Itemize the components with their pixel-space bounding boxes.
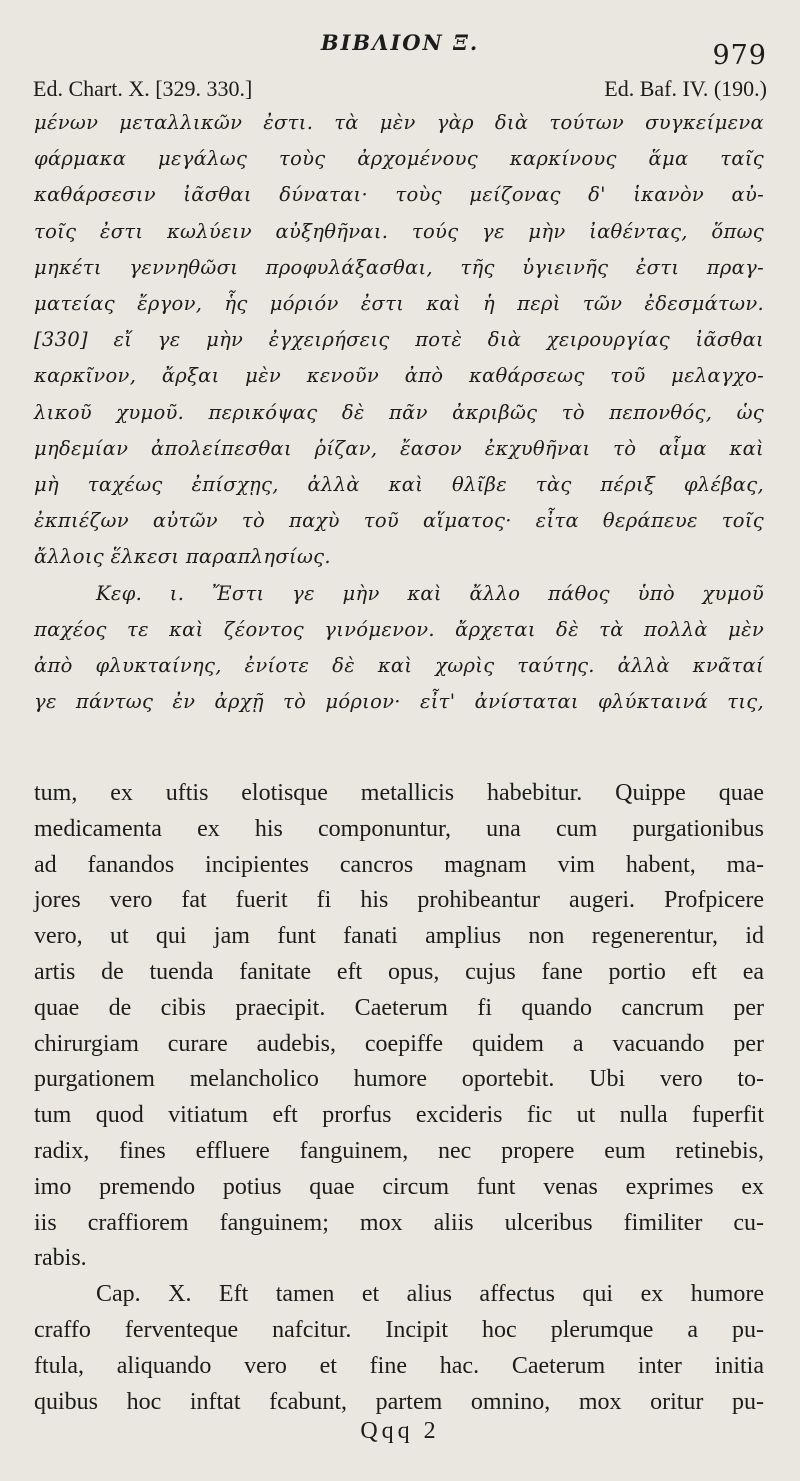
latin-line: radix, fines effluere fanguinem, nec propere eum retinebis,: [34, 1137, 764, 1164]
greek-line: μηκέτι γεννηθῶσι προφυλάξασθαι, τῆς ὑγιεινῆς ἐστι πραγ-: [34, 255, 764, 279]
latin-line: artis de tuenda fanitate eft opus, cujus fane portio eft ea: [34, 958, 764, 985]
latin-line: medicamenta ex his componuntur, una cum purgationibus: [34, 815, 764, 842]
greek-text-block: [34, 105, 764, 720]
greek-line: τοῖς ἐστι κωλύειν αὐξηθῆναι. τούς γε μὴν ἰαθέντας, ὅπως: [34, 219, 764, 243]
greek-line: μὴ ταχέως ἐπίσχῃς, ἀλλὰ καὶ θλῖβε τὰς πέριξ φλέβας,: [34, 473, 764, 497]
latin-line: tum quod vitiatum eft prorfus excideris fic ut nulla fuperfit: [34, 1102, 764, 1129]
latin-line: vero, ut qui jam funt fanati amplius non regenerentur, id: [34, 923, 764, 950]
latin-line: rabis.: [34, 1245, 87, 1272]
greek-line: ἀπὸ φλυκταίνης, ἐνίοτε δὲ καὶ χωρὶς ταύτης. ἀλλὰ κνᾶταί: [34, 654, 764, 678]
latin-line: quibus hoc inftat fcabunt, partem omnino, mox oritur pu-: [34, 1388, 764, 1415]
greek-line: μηδεμίαν ἀπολείπεσθαι ῥίζαν, ἔασον ἐκχυθῆναι τὸ αἷμα καὶ: [34, 436, 764, 460]
greek-line: λικοῦ χυμοῦ. περικόψας δὲ πᾶν ἀκριβῶς τὸ πεπονθός, ὡς: [34, 400, 764, 424]
edition-reference-right: Ed. Baf. IV. (190.): [604, 76, 767, 101]
greek-line: μένων μεταλλικῶν ἐστι. τὰ μὲν γὰρ διὰ τούτων συγκείμενα: [34, 111, 764, 134]
page-number: 979: [712, 40, 767, 71]
greek-line: καθάρσεσιν ἰᾶσθαι δύναται· τοὺς μείζονας δ' ἱκανὸν αὐ-: [34, 183, 764, 207]
latin-chapter-heading-line: Cap. X. Eft tamen et alius affectus qui ex humore: [96, 1281, 764, 1308]
edition-reference-left: Ed. Chart. X. [329. 330.]: [33, 76, 253, 101]
latin-text-block: [34, 776, 764, 1420]
latin-line: craffo ferventeque nafcitur. Incipit hoc plerumque a pu-: [34, 1316, 764, 1343]
greek-line: ἄλλοις ἕλκεσι παραπλησίως.: [34, 545, 331, 569]
latin-line: tum, ex uftis elotisque metallicis habebitur. Quippe quae: [34, 780, 764, 806]
latin-line: chirurgiam curare audebis, coepiffe quidem a vacuando per: [34, 1030, 764, 1057]
greek-line: γε πάντως ἐν ἀρχῇ τὸ μόριον· εἶτ' ἀνίσταται φλύκταινά τις,: [34, 690, 764, 714]
latin-line: iis craffiorem fanguinem; mox aliis ulceribus fimiliter cu-: [34, 1209, 764, 1236]
greek-line: παχέος τε καὶ ζέοντος γινόμενον. ἄρχεται δὲ τὰ πολλὰ μὲν: [34, 617, 764, 641]
greek-line: [330] εἴ γε μὴν ἐγχειρήσεις ποτὲ διὰ χειρουργίας ἰᾶσθαι: [34, 328, 764, 352]
signature-mark: Qqq 2: [360, 1418, 440, 1444]
latin-line: ftula, aliquando vero et fine hac. Caeterum inter initia: [34, 1352, 764, 1379]
running-title: ΒΙΒΛΙΟΝ Ξ.: [320, 30, 480, 55]
greek-line: φάρμακα μεγάλως τοὺς ἀρχομένους καρκίνους ἅμα ταῖς: [34, 147, 764, 171]
latin-line: quae de cibis praecipit. Caeterum fi quando cancrum per: [34, 994, 764, 1021]
latin-line: imo premendo potius quae circum funt venas exprimes ex: [34, 1173, 764, 1200]
latin-line: ad fanandos incipientes cancros magnam vim habent, ma-: [34, 851, 764, 878]
latin-line: jores vero fat fuerit fi his prohibeantur augeri. Profpicere: [34, 887, 764, 914]
greek-line: καρκῖνον, ἄρξαι μὲν κενοῦν ἀπὸ καθάρσεως τοῦ μελαγχο-: [34, 364, 764, 388]
greek-line: ἐκπιέζων αὐτῶν τὸ παχὺ τοῦ αἵματος· εἶτα θεράπευε τοῖς: [34, 509, 764, 533]
latin-line: purgationem melancholico humore oportebit. Ubi vero to-: [34, 1066, 764, 1093]
greek-chapter-heading-line: Κεφ. ι. Ἔστι γε μὴν καὶ ἄλλο πάθος ὑπὸ χυμοῦ: [96, 581, 764, 605]
greek-line: ματείας ἔργον, ἧς μόριόν ἐστι καὶ ἡ περὶ τῶν ἐδεσμάτων.: [34, 292, 764, 316]
